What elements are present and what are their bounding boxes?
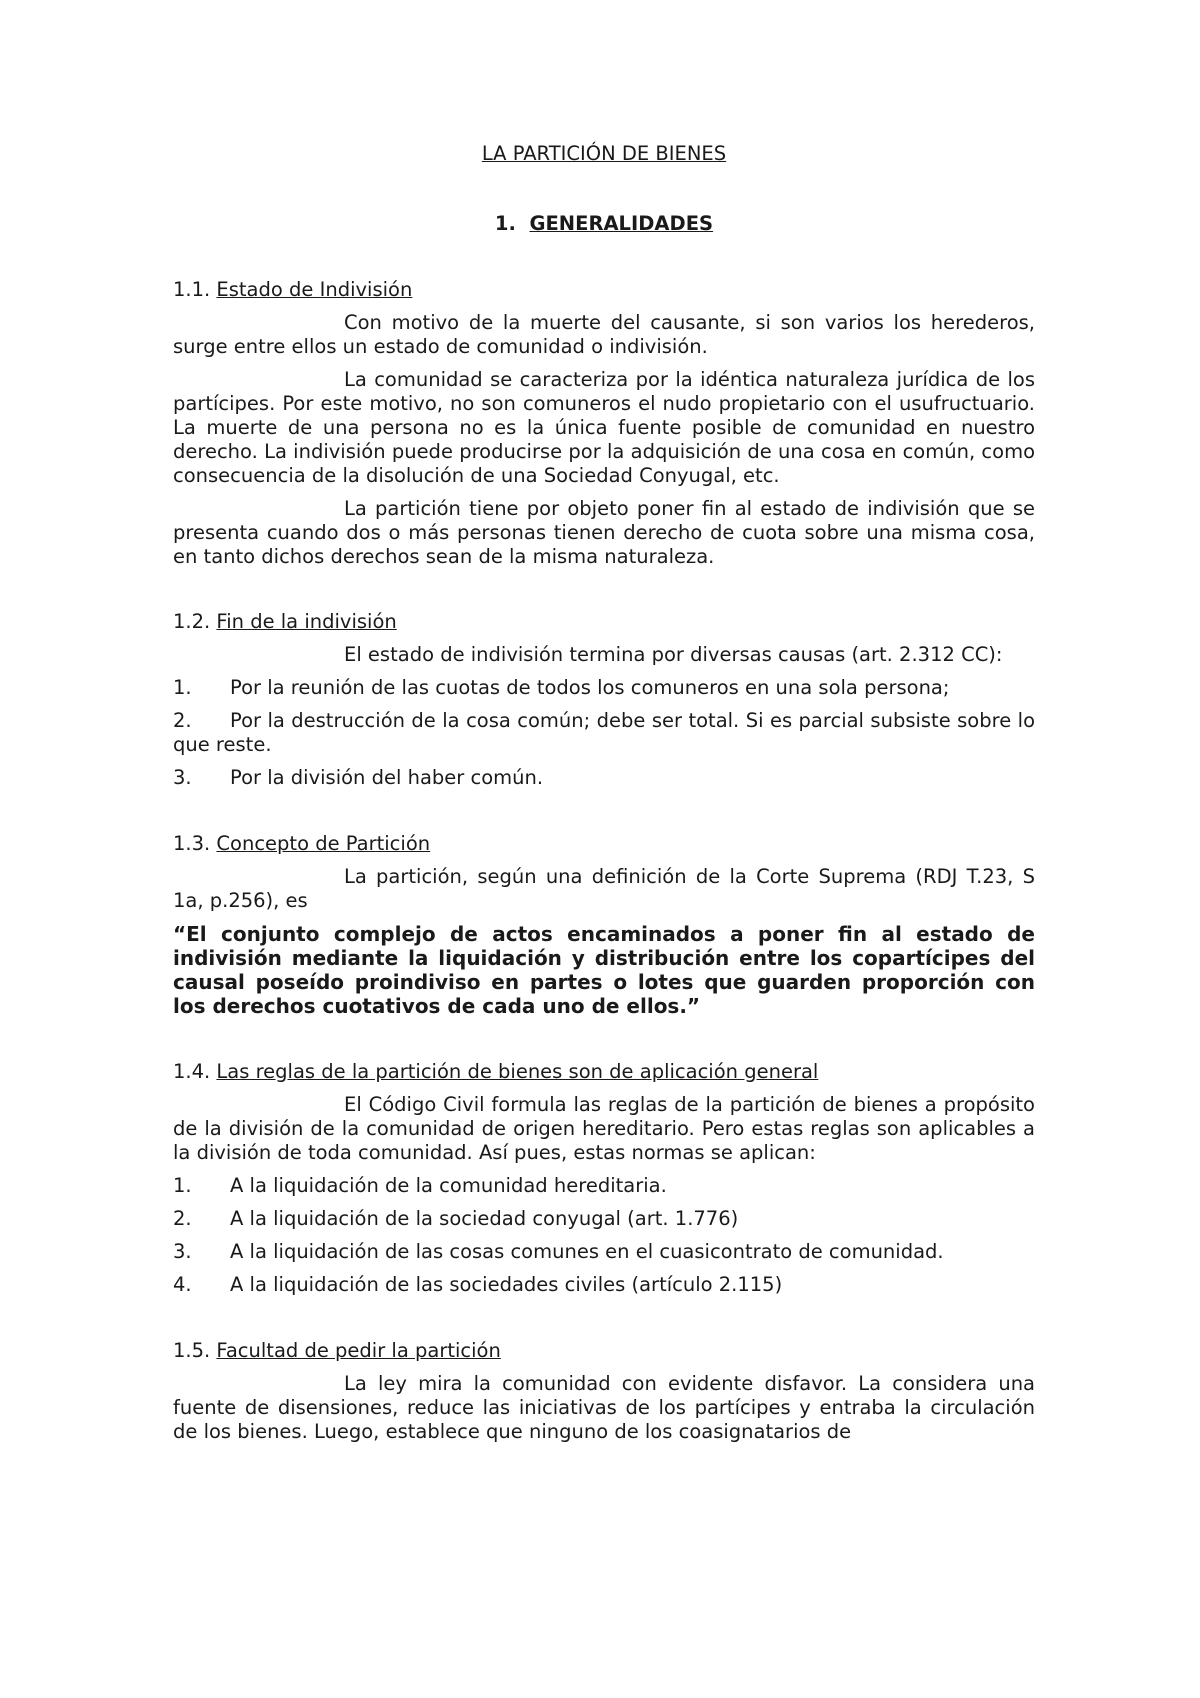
document-body (173, 142, 1035, 1444)
paragraph: La partición tiene por objeto poner fin al estado de indivisión que se presenta cuando dos o más personas tienen derecho de cuota sobre una misma cosa, en tanto dichos derechos sean de la misma naturaleza. (173, 497, 1035, 568)
section-label: GENERALIDADES (529, 212, 714, 235)
paragraph: El Código Civil formula las reglas de la partición de bienes a propósito de la división de la comunidad de origen hereditario. Pero estas reglas son aplicables a la división de toda comunidad. Así pues, estas normas se aplican: (173, 1093, 1035, 1164)
list-text: A la liquidación de las cosas comunes en el cuasicontrato de comunidad. (230, 1240, 944, 1263)
subsection-label: Facultad de pedir la partición (216, 1339, 501, 1362)
section-number: 1. (494, 212, 516, 235)
subsection-heading-1-1 (173, 278, 1035, 302)
subsection-heading-1-2 (173, 610, 1035, 634)
list-item (173, 676, 1035, 700)
list-number: 4. (173, 1273, 192, 1296)
document-title: LA PARTICIÓN DE BIENES (481, 142, 727, 165)
subsection-heading-1-3 (173, 832, 1035, 856)
paragraph: La ley mira la comunidad con evidente disfavor. La considera una fuente de disensiones, reduce las iniciativas de los partícipes y entraba la circulación de los bienes. Luego, establece que ninguno de los coasignatarios de (173, 1372, 1035, 1443)
list-text: Por la división del haber común. (230, 766, 544, 789)
list-text: A la liquidación de la sociedad conyugal (art. 1.776) (230, 1207, 739, 1230)
subsection-number: 1.2. (173, 610, 211, 633)
subsection-label: Las reglas de la partición de bienes son de aplicación general (216, 1060, 819, 1083)
subsection-label: Fin de la indivisión (216, 610, 397, 633)
list-item (173, 1273, 1035, 1297)
definition-quote: “El conjunto complejo de actos encaminados a poner fin al estado de indivisión mediante la liquidación y distribución entre los copartícipes del causal poseído proindiviso en partes o lotes que guarden proporción con los derechos cuotativos de cada uno de ellos.” (173, 922, 1035, 1018)
subsection-number: 1.1. (173, 278, 211, 301)
list-item (173, 1174, 1035, 1198)
paragraph: La partición, según una definición de la Corte Suprema (RDJ T.23, S 1a, p.256), es (173, 865, 1035, 912)
list-number: 1. (173, 676, 192, 699)
list-item (173, 709, 1035, 757)
list-item (173, 1207, 1035, 1231)
list-text: Por la destrucción de la cosa común; debe ser total. Si es parcial subsiste sobre lo que reste. (173, 709, 1035, 756)
subsection-label: Concepto de Partición (216, 832, 431, 855)
subsection-number: 1.5. (173, 1339, 211, 1362)
list-number: 3. (173, 1240, 192, 1263)
subsection-label: Estado de Indivisión (216, 278, 413, 301)
list-text: Por la reunión de las cuotas de todos los comuneros en una sola persona; (230, 676, 950, 699)
list-number: 3. (173, 766, 192, 789)
list-number: 2. (173, 709, 192, 732)
paragraph: El estado de indivisión termina por diversas causas (art. 2.312 CC): (344, 643, 1003, 666)
list-item (173, 766, 1035, 790)
list-number: 2. (173, 1207, 192, 1230)
section-heading-generalidades (173, 212, 1035, 236)
list-text: A la liquidación de las sociedades civiles (artículo 2.115) (230, 1273, 783, 1296)
paragraph: La comunidad se caracteriza por la idéntica naturaleza jurídica de los partícipes. Por este motivo, no son comuneros el nudo propietario con el usufructuario. La muerte de una persona no es la única fuente posible de comunidad en nuestro derecho. La indivisión puede producirse por la adquisición de una cosa en común, como consecuencia de la disolución de una Sociedad Conyugal, etc. (173, 368, 1035, 487)
subsection-number: 1.3. (173, 832, 211, 855)
subsection-heading-1-5 (173, 1339, 1035, 1363)
list-item (173, 1240, 1035, 1264)
list-number: 1. (173, 1174, 192, 1197)
list-text: A la liquidación de la comunidad hereditaria. (230, 1174, 667, 1197)
subsection-number: 1.4. (173, 1060, 211, 1083)
paragraph: Con motivo de la muerte del causante, si son varios los herederos, surge entre ellos un estado de comunidad o indivisión. (173, 311, 1035, 358)
subsection-heading-1-4 (173, 1060, 1035, 1084)
